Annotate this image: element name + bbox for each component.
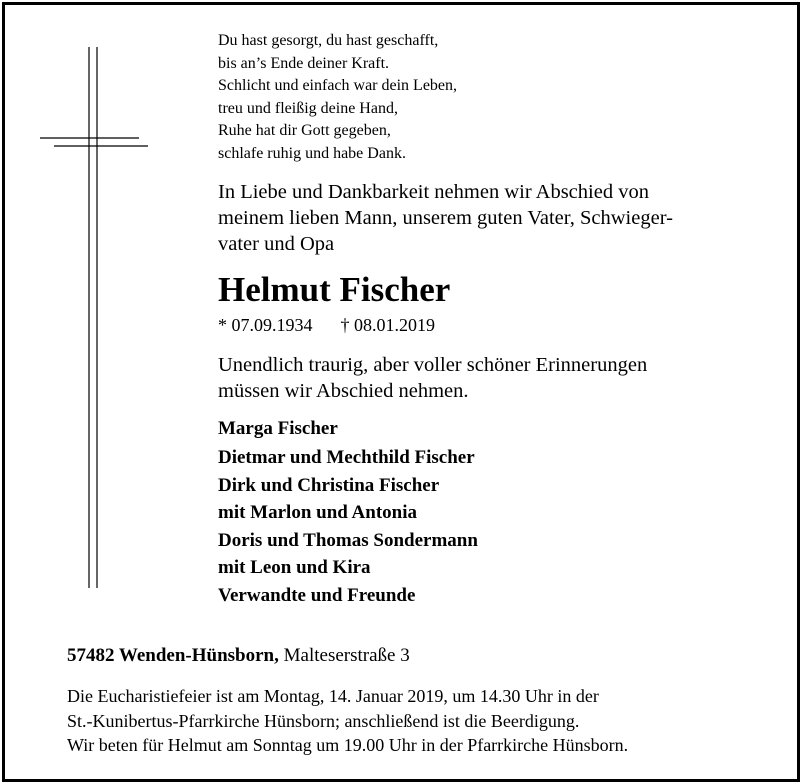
family-list xyxy=(218,415,478,611)
family-member: Doris und Thomas Sondermann xyxy=(218,530,478,551)
family-member: mit Leon und Kira xyxy=(218,556,371,578)
family-member: Dietmar und Mechthild Fischer xyxy=(218,446,475,468)
birth-date: * 07.09.1934 xyxy=(218,315,313,335)
intro-line: meinem lieben Mann, unserem guten Vater, Schwieger- xyxy=(218,207,673,229)
farewell-line: müssen wir Abschied nehmen. xyxy=(218,380,469,402)
family-member: Marga Fischer xyxy=(218,418,338,439)
death-date: † 08.01.2019 xyxy=(340,315,435,335)
farewell-line: Unendlich traurig, aber voller schöner Erinnerungen xyxy=(218,354,648,376)
intro-line: In Liebe und Dankbarkeit nehmen wir Abschied von xyxy=(218,181,649,203)
service-info xyxy=(67,684,628,758)
service-line: St.-Kunibertus-Pfarrkirche Hünsborn; anschließend ist die Beerdigung. xyxy=(67,710,580,731)
family-member: Dirk und Christina Fischer xyxy=(218,475,440,496)
address-street: Malteserstraße 3 xyxy=(283,645,410,666)
intro-text xyxy=(218,179,673,257)
poem-line: schlafe ruhig und habe Dank. xyxy=(218,144,406,162)
deceased-name: Helmut Fischer xyxy=(218,270,451,309)
life-dates xyxy=(218,313,435,337)
family-member: Verwandte und Freunde xyxy=(218,585,416,606)
poem xyxy=(218,30,457,166)
poem-line: Ruhe hat dir Gott gegeben, xyxy=(218,122,391,140)
intro-line: vater und Opa xyxy=(218,233,335,255)
poem-line: treu und fleißig deine Hand, xyxy=(218,99,398,117)
address-place: 57482 Wenden-Hünsborn, xyxy=(67,645,279,666)
service-line: Wir beten für Helmut am Sonntag um 19.00 Uhr in der Pfarrkirche Hünsborn. xyxy=(67,735,629,755)
poem-line: Du hast gesorgt, du hast geschafft, xyxy=(218,32,439,49)
poem-line: Schlicht und einfach war dein Leben, xyxy=(218,77,458,95)
address xyxy=(67,643,410,669)
cross-icon xyxy=(0,0,160,600)
farewell-text xyxy=(218,352,647,404)
family-member: mit Marlon und Antonia xyxy=(218,501,418,523)
service-line: Die Eucharistiefeier ist am Montag, 14. Januar 2019, um 14.30 Uhr in der xyxy=(67,686,599,706)
poem-line: bis an’s Ende deiner Kraft. xyxy=(218,54,390,72)
